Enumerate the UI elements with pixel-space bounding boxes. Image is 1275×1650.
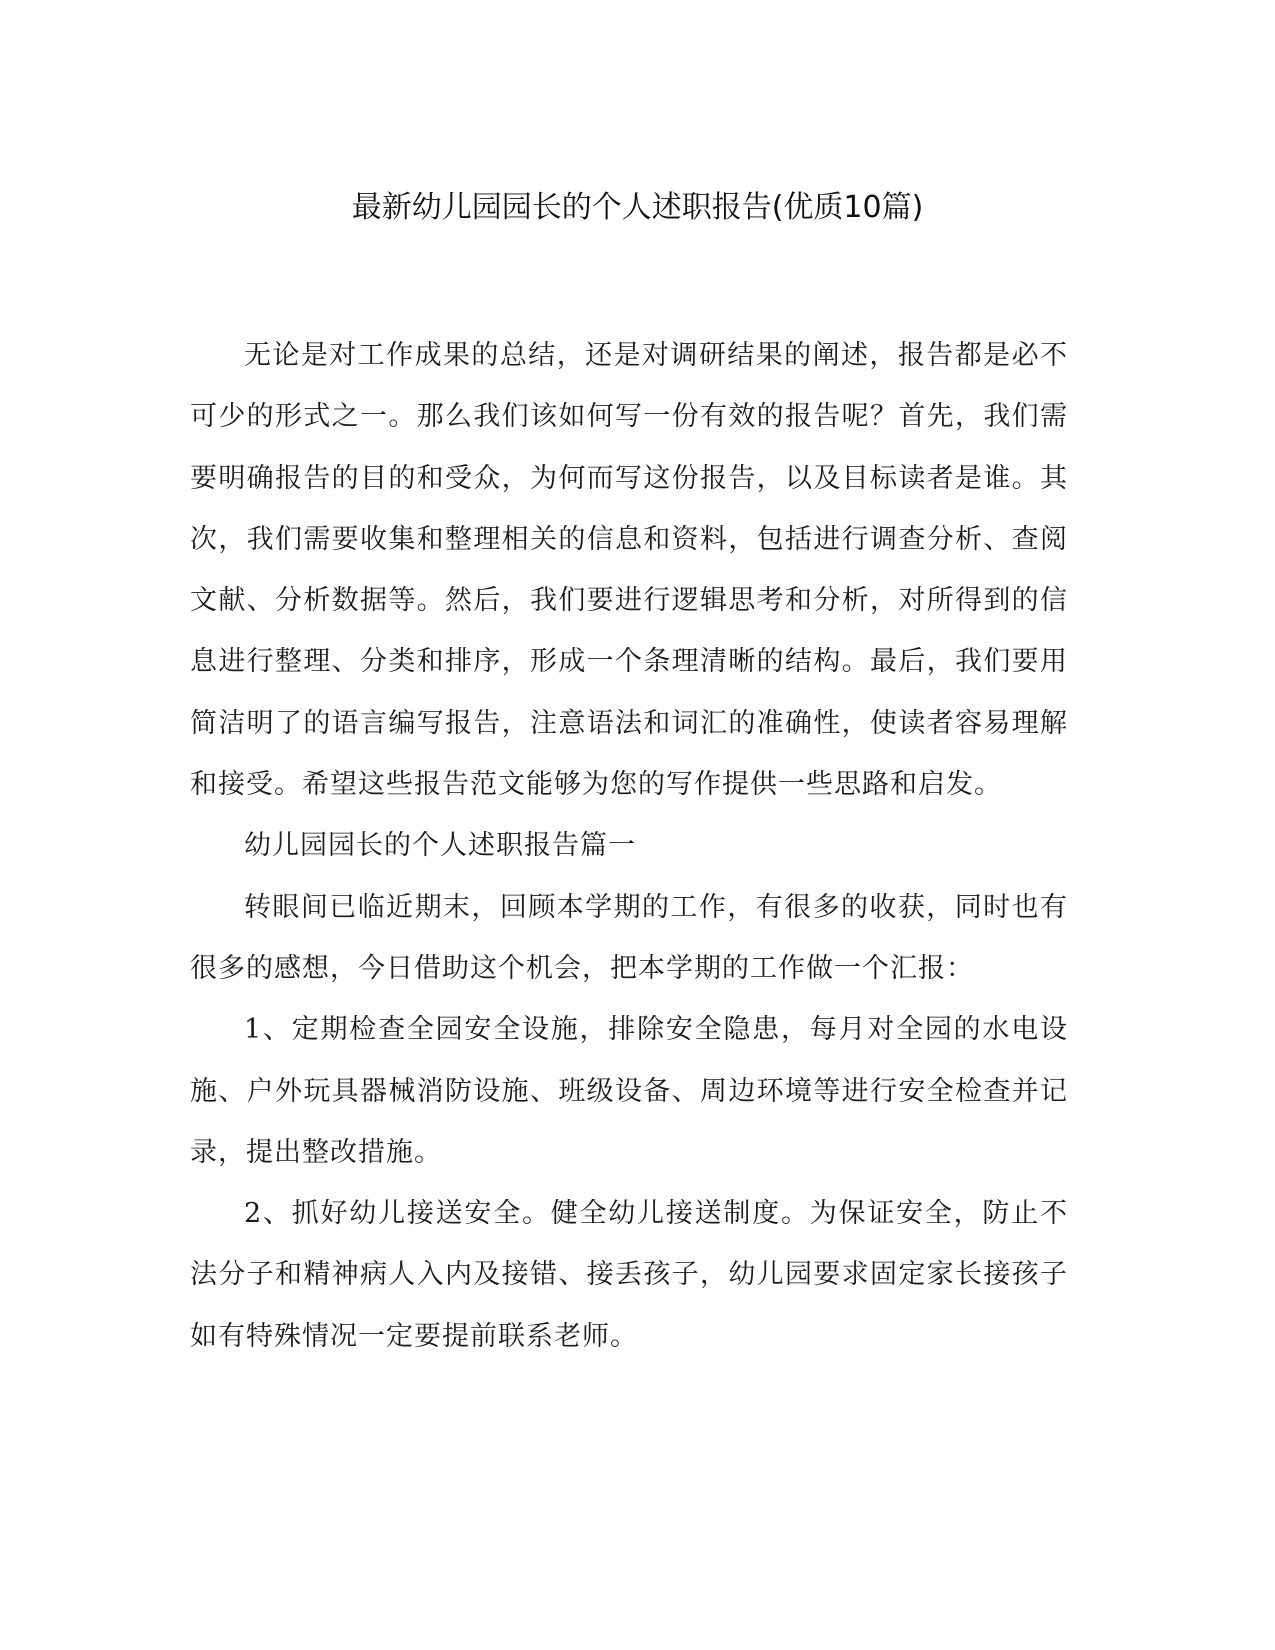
document-body xyxy=(190,325,1068,1367)
list-item-2: 2、抓好幼儿接送安全。健全幼儿接送制度。为保证安全，防止不法分子和精神病人入内及接错、接丢孩子，幼儿园要求固定家长接孩子如有特殊情况一定要提前联系老师。 xyxy=(190,1198,1068,1352)
body-paragraph: 转眼间已临近期末，回顾本学期的工作，有很多的收获，同时也有很多的感想，今日借助这个机会，把本学期的工作做一个汇报： xyxy=(190,891,1068,984)
section-heading: 幼儿园园长的个人述职报告篇一 xyxy=(244,830,636,862)
intro-paragraph: 无论是对工作成果的总结，还是对调研结果的阐述，报告都是必不可少的形式之一。那么我们该如何写一份有效的报告呢？首先，我们需要明确报告的目的和受众，为何而写这份报告，以及目标读者是谁。其次，我们需要收集和整理相关的信息和资料，包括进行调查分析、查阅文献、分析数据等。然后，我们要进行逻辑思考和分析，对所得到的信息进行整理、分类和排序，形成一个条理清晰的结构。最后，我们要用简洁明了的语言编写报告，注意语法和词汇的准确性，使读者容易理解和接受。希望这些报告范文能够为您的写作提供一些思路和启发。 xyxy=(190,340,1068,801)
document-title: 最新幼儿园园长的个人述职报告(优质10篇) xyxy=(351,190,924,225)
list-item-1: 1、定期检查全园安全设施，排除安全隐患，每月对全园的水电设施、户外玩具器械消防设施、班级设备、周边环境等进行安全检查并记录，提出整改措施。 xyxy=(190,1014,1068,1168)
